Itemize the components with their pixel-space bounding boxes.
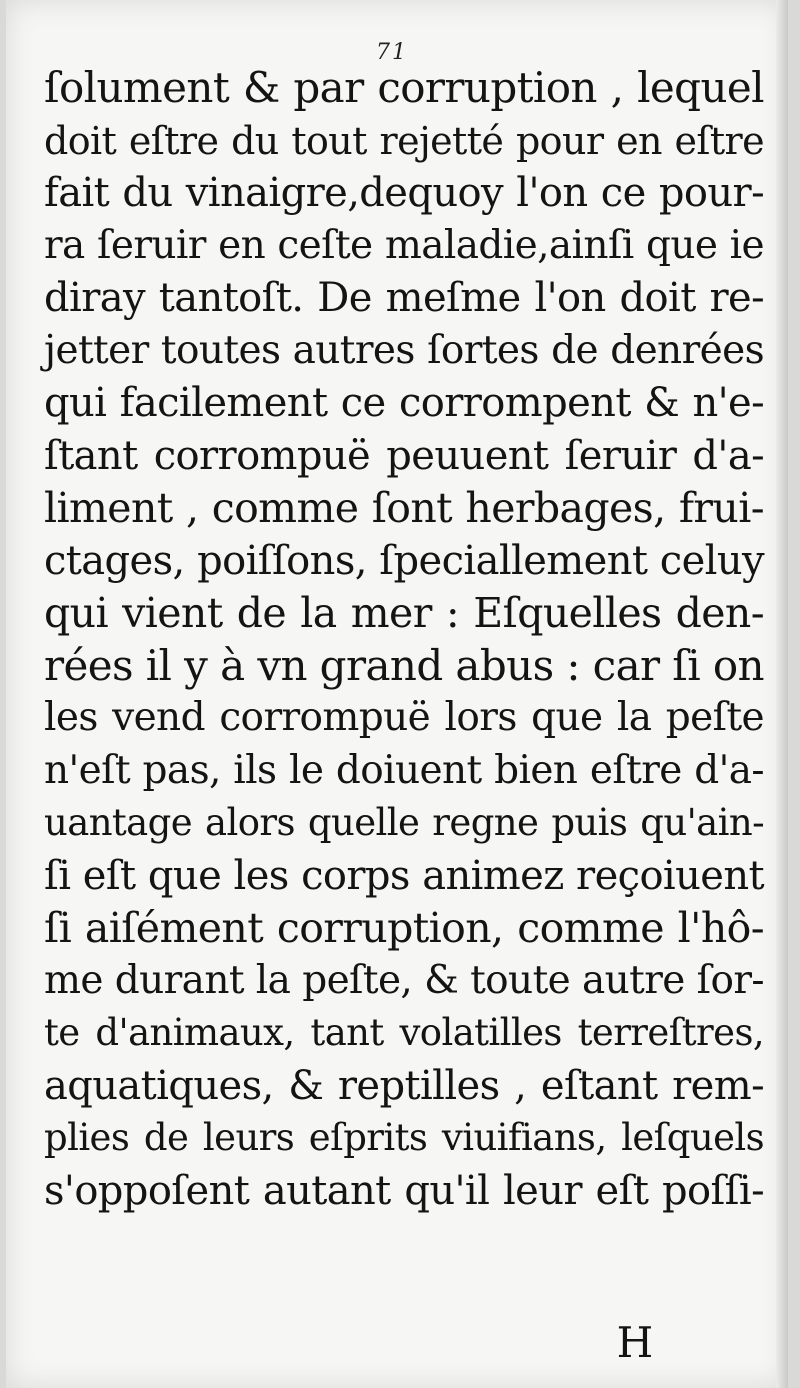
book-page (6, 0, 788, 1388)
text-line: jetter toutes autres ſortes de denrées (44, 327, 764, 373)
text-line: rées il y à vn grand abus : car ſi on (44, 640, 764, 690)
text-line: ſolument & par corruption , lequel (44, 63, 764, 112)
text-line: plies de leurs eſprits viuifians, leſquels (44, 1116, 764, 1159)
text-line: te d'animaux, tant volatilles terreſtres, (44, 1011, 764, 1054)
text-line: me durant la peſte, & toute autre ſor- (44, 957, 764, 1003)
text-line: s'oppoſent autant qu'il leur eſt poſſi- (44, 1167, 764, 1214)
text-line: ſtant corrompuë peuuent ſeruir d'a- (44, 432, 764, 479)
text-line: n'eſt pas, ils le doiuent bien eſtre d'a- (44, 747, 764, 793)
text-line: fait du vinaigre,dequoy l'on ce pour- (44, 170, 764, 216)
text-line: uantage alors quelle regne puis qu'ain- (44, 801, 764, 844)
text-line: ctages, poiſſons, ſpeciallement celuy (44, 537, 764, 584)
text-line: ſi eſt que les corps animez reçoiuent (44, 852, 764, 899)
text-line: les vend corrompuë lors que la peſte (44, 695, 764, 740)
text-line: qui facilement ce corrompent & n'e- (44, 380, 764, 426)
signature-mark: H (616, 1318, 654, 1367)
page-edge (776, 0, 788, 1388)
text-line: ſi aiſément corruption, comme l'hô- (44, 904, 764, 952)
text-line: liment , comme ſont herbages, frui- (44, 484, 764, 532)
page-number: 71 (376, 40, 408, 65)
body-text (44, 62, 764, 1217)
text-line: doit eſtre du tout rejetté pour en eſtre (44, 118, 764, 163)
text-line: diray tantoſt. De meſme l'on doit re- (44, 275, 764, 321)
text-line: qui vient de la mer : Eſquelles den- (44, 589, 764, 637)
text-line: aquatiques, & reptilles , eſtant rem- (44, 1062, 764, 1109)
text-line: ra ſeruir en ceſte maladie,ainſi que ie (44, 222, 764, 268)
